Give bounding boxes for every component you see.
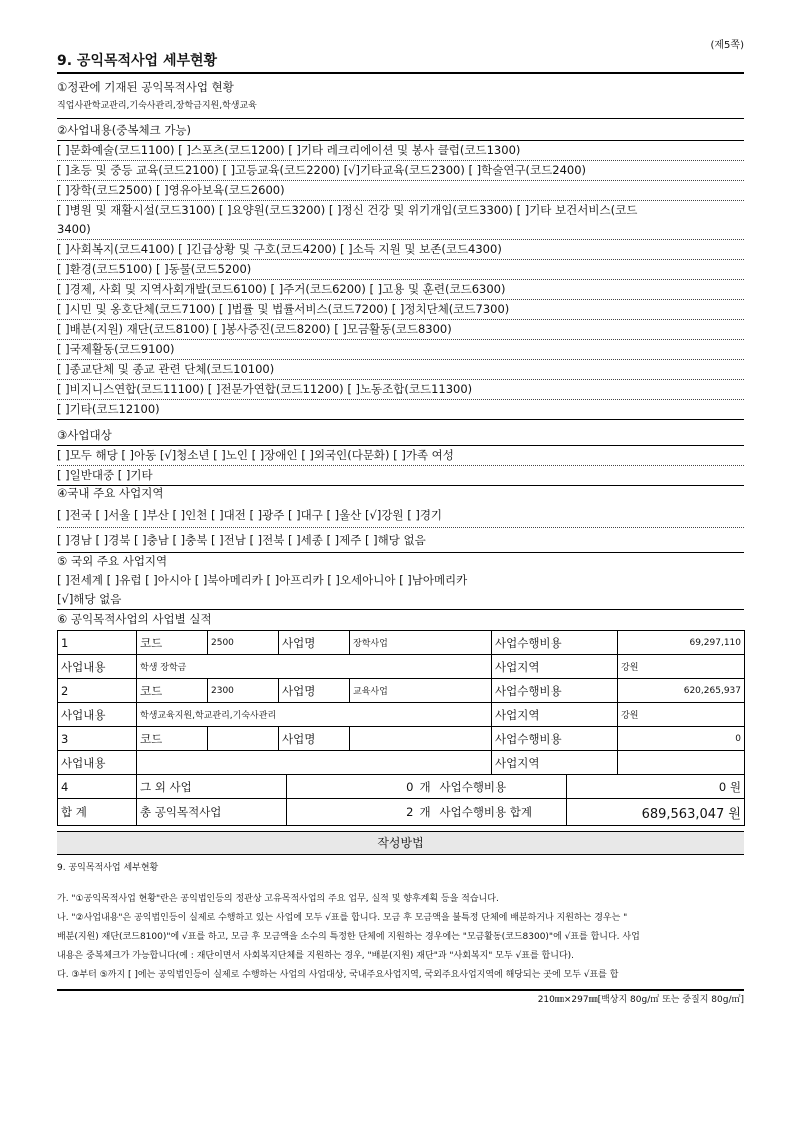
- table-row: [58, 631, 745, 655]
- other-no: 4: [58, 775, 137, 799]
- region-value[interactable]: 강원: [618, 655, 745, 679]
- other-count[interactable]: 0: [287, 775, 417, 799]
- name-value[interactable]: [350, 727, 492, 751]
- name-value[interactable]: 교육사업: [350, 679, 492, 703]
- other-cost[interactable]: 0 원: [567, 775, 745, 799]
- code-label: 코드: [137, 631, 208, 655]
- table-row-other: [58, 775, 745, 799]
- section-5-heading: ⑤ 국외 주요 사업지역: [57, 554, 168, 568]
- cost-label: 사업수행비용: [492, 631, 618, 655]
- content-label: 사업내용: [58, 655, 137, 679]
- table-row: [58, 655, 745, 679]
- guide-line: 내용은 중복체크가 가능합니다(예 : 재단이면서 사회복지단체를 지원하는 경우, "배분(지원) 재단"과 "사회복지" 모두 √표를 합니다).: [57, 951, 574, 961]
- project-no: 3: [58, 727, 137, 751]
- other-label: 그 외 사업: [137, 775, 287, 799]
- section-6: [57, 610, 744, 826]
- region-label: 사업지역: [492, 751, 618, 775]
- content-value[interactable]: [137, 751, 492, 775]
- guide-line: 다. ③부터 ⑤까지 [ ]에는 공익법인등이 실제로 수행하는 사업의 사업대상, 국내주요사업지역, 국외주요사업지역에 해당되는 곳에 모두 √표를 합: [57, 970, 619, 980]
- checkbox-line-cont: 3400): [57, 220, 744, 240]
- checkbox-line[interactable]: [ ]배분(지원) 재단(코드8100) [ ]봉사증진(코드8200) [ ]모금활동(코드8300): [57, 320, 744, 340]
- checkbox-line[interactable]: [ ]초등 및 중등 교육(코드2100) [ ]고등교육(코드2200) [√]기타교육(코드2300) [ ]학술연구(코드2400): [57, 161, 744, 181]
- name-label: 사업명: [279, 631, 350, 655]
- project-no: 2: [58, 679, 137, 703]
- cost-label: 사업수행비용: [492, 727, 618, 751]
- guide-line: 가. "①공익목적사업 현황"란은 공익법인등의 정관상 고유목적사업의 주요 업무, 실적 및 향후계획 등을 적습니다.: [57, 894, 499, 904]
- region-label: 사업지역: [492, 655, 618, 679]
- total-name: 총 공익목적사업: [137, 799, 287, 826]
- other-cost-label: 사업수행비용: [437, 775, 567, 799]
- content-label: 사업내용: [58, 751, 137, 775]
- code-value[interactable]: 2300: [208, 679, 279, 703]
- table-row: [58, 727, 745, 751]
- section-3: [57, 426, 744, 486]
- checkbox-line[interactable]: [ ]장학(코드2500) [ ]영유아보육(코드2600): [57, 181, 744, 201]
- region-label: 사업지역: [492, 703, 618, 727]
- section-2-heading: ②사업내용(중복체크 가능): [57, 121, 744, 141]
- total-label: 합 계: [58, 799, 137, 826]
- checkbox-line[interactable]: [ ]종교단체 및 종교 관련 단체(코드10100): [57, 360, 744, 380]
- guide-subtitle: 9. 공익목적사업 세부현황: [57, 863, 159, 873]
- page-number: (제5쪽): [710, 40, 744, 51]
- name-label: 사업명: [279, 727, 350, 751]
- total-unit: 개: [417, 799, 437, 826]
- guide-line: 배분(지원) 재단(코드8100)"에 √표를 하고, 모금 후 모금액을 소수의 특정한 단체에 지원하는 경우에는 "모금활동(코드8300)"에 √표를 합니다. 사업: [57, 932, 640, 942]
- section-2: [57, 121, 744, 420]
- checkbox-line[interactable]: [ ]전세계 [ ]유럽 [ ]아시아 [ ]북아메리카 [ ]아프리카 [ ]오세아니아 [ ]남아메리카: [57, 573, 468, 587]
- total-cost-label: 사업수행비용 합계: [437, 799, 567, 826]
- table-row: [58, 703, 745, 727]
- guide-lines: [57, 890, 744, 985]
- checkbox-line[interactable]: [ ]문화예술(코드1100) [ ]스포츠(코드1200) [ ]기타 레크리에이션 및 봉사 클럽(코드1300): [57, 141, 744, 161]
- checkbox-line[interactable]: [ ]사회복지(코드4100) [ ]긴급상황 및 구호(코드4200) [ ]소득 지원 및 보존(코드4300): [57, 240, 744, 260]
- section-3-heading: ③사업대상: [57, 426, 744, 446]
- checkbox-line[interactable]: [ ]시민 및 옹호단체(코드7100) [ ]법률 및 법률서비스(코드7200) [ ]정치단체(코드7300): [57, 300, 744, 320]
- checkbox-line[interactable]: [ ]기타(코드12100): [57, 400, 744, 420]
- section-4-heading: ④국내 주요 사업지역: [57, 486, 164, 500]
- section-1-heading: ①정관에 기재된 공익목적사업 현황: [57, 80, 234, 94]
- business-content-list: [57, 141, 744, 420]
- section-1-text: 직업사관학교관리,기숙사관리,장학금지원,학생교육: [57, 97, 744, 119]
- guide-heading: 작성방법: [57, 831, 744, 855]
- table-row: [58, 751, 745, 775]
- code-label: 코드: [137, 727, 208, 751]
- performance-table: [57, 630, 745, 775]
- cost-label: 사업수행비용: [492, 679, 618, 703]
- content-value[interactable]: 학생교육지원,학교관리,기숙사관리: [137, 703, 492, 727]
- total-cost: 689,563,047 원: [567, 799, 745, 826]
- checkbox-line[interactable]: [ ]전국 [ ]서울 [ ]부산 [ ]인천 [ ]대전 [ ]광주 [ ]대구 [ ]울산 [√]강원 [ ]경기: [57, 503, 744, 528]
- checkbox-line[interactable]: [ ]경제, 사회 및 지역사회개발(코드6100) [ ]주거(코드6200) [ ]고용 및 훈련(코드6300): [57, 280, 744, 300]
- total-count: 2: [287, 799, 417, 826]
- checkbox-line[interactable]: [ ]일반대중 [ ]기타: [57, 466, 744, 486]
- cost-value[interactable]: 620,265,937: [618, 679, 745, 703]
- form-title: 9. 공익목적사업 세부현황: [57, 50, 744, 74]
- guide-line: 나. "②사업내용"은 공익법인등이 실제로 수행하고 있는 사업에 모두 √표를 합니다. 모금 후 모금액을 불특정 단체에 배분하거나 지원하는 경우는 ": [57, 913, 628, 923]
- table-row: [58, 679, 745, 703]
- checkbox-line[interactable]: [ ]병원 및 재활시설(코드3100) [ ]요양원(코드3200) [ ]정신 건강 및 위기개입(코드3300) [ ]기타 보건서비스(코드: [57, 203, 638, 217]
- name-label: 사업명: [279, 679, 350, 703]
- code-value[interactable]: [208, 727, 279, 751]
- checkbox-line[interactable]: [ ]경남 [ ]경북 [ ]충남 [ ]충북 [ ]전남 [ ]전북 [ ]세종 [ ]제주 [ ]해당 없음: [57, 528, 744, 553]
- content-value[interactable]: 학생 장학금: [137, 655, 492, 679]
- content-label: 사업내용: [58, 703, 137, 727]
- summary-table: [57, 774, 745, 826]
- region-value[interactable]: [618, 751, 745, 775]
- checkbox-line[interactable]: [ ]모두 해당 [ ]아동 [√]청소년 [ ]노인 [ ]장애인 [ ]외국인(다문화) [ ]가족 여성: [57, 446, 744, 466]
- table-row-total: [58, 799, 745, 826]
- section-4: [57, 484, 744, 553]
- region-value[interactable]: 강원: [618, 703, 745, 727]
- section-5: [57, 552, 744, 610]
- cost-value[interactable]: 0: [618, 727, 745, 751]
- name-value[interactable]: 장학사업: [350, 631, 492, 655]
- checkbox-line[interactable]: [ ]비지니스연합(코드11100) [ ]전문가연합(코드11200) [ ]노동조합(코드11300): [57, 380, 744, 400]
- paper-spec: 210㎜×297㎜[백상지 80g/㎡ 또는 중질지 80g/㎡]: [537, 995, 744, 1005]
- section-6-heading: ⑥ 공익목적사업의 사업별 실적: [57, 612, 212, 626]
- checkbox-line[interactable]: [ ]환경(코드5100) [ ]동물(코드5200): [57, 260, 744, 280]
- checkbox-line[interactable]: [√]해당 없음: [57, 590, 744, 610]
- code-label: 코드: [137, 679, 208, 703]
- section-1: [57, 78, 744, 119]
- guide-section: [57, 831, 744, 1010]
- code-value[interactable]: 2500: [208, 631, 279, 655]
- other-unit: 개: [417, 775, 437, 799]
- cost-value[interactable]: 69,297,110: [618, 631, 745, 655]
- checkbox-line[interactable]: [ ]국제활동(코드9100): [57, 340, 744, 360]
- project-no: 1: [58, 631, 137, 655]
